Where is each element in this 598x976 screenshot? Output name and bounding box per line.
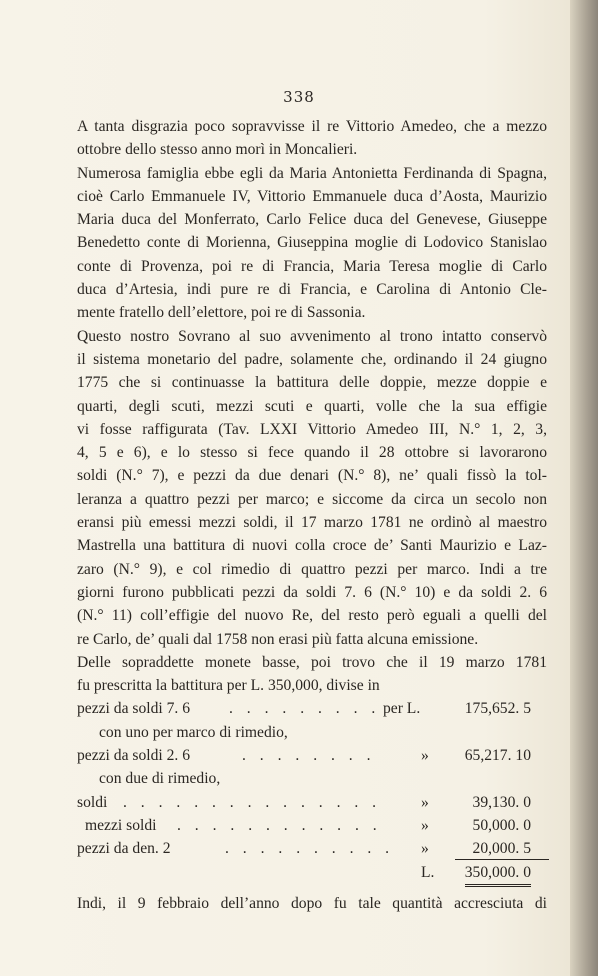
text-line: quarti, degli scuti, mezzi scuti e quarti, volle che la sua effigie	[77, 397, 547, 415]
row-label: pezzi da soldi 7. 6	[77, 700, 191, 718]
row-leader-dots: . . . . . . . . . .	[225, 840, 395, 858]
page-gutter-shadow	[570, 0, 598, 976]
row-label: pezzi da soldi 2. 6	[77, 747, 191, 765]
text-line: eransi più emessi mezzi soldi, il 17 marzo 1781 ne ordinò al maestro	[77, 514, 547, 532]
text-line: cioè Carlo Emmanuele IV, Vittorio Emmanuele duca d’Aosta, Maurizio	[77, 187, 547, 205]
row-label: con due di rimedio,	[99, 770, 221, 788]
text-line: mente fratello dell’elettore, poi re di Sassonia.	[77, 304, 366, 322]
table-row	[77, 744, 547, 767]
row-amount: 39,130. 0	[472, 793, 531, 811]
text-line: Maria duca del Monferrato, Carlo Felice duca del Genevese, Giuseppe	[77, 211, 547, 229]
row-currency: per L.	[383, 700, 421, 718]
table-row	[77, 837, 547, 860]
text-line: (N.° 11) coll’effigie del nuovo Re, del resto però eguali a quelli del	[77, 607, 547, 625]
row-amount: 175,652. 5	[464, 700, 531, 718]
text-line: Benedetto conte di Morienna, Giuseppina moglie di Lodovico Stanislao	[77, 234, 547, 252]
page-number: 338	[283, 88, 315, 106]
table-row	[77, 721, 547, 744]
row-label: pezzi da den. 2	[77, 840, 171, 858]
text-line: vi fosse raffigurata (Tav. LXXI Vittorio Amedeo III, N.° 1, 2, 3,	[77, 420, 547, 438]
text-line: Numerosa famiglia ebbe egli da Maria Antonietta Ferdinanda di Spagna,	[77, 164, 547, 182]
coinage-table	[77, 697, 547, 883]
text-line: Questo nostro Sovrano al suo avvenimento al trono intatto conservò	[77, 327, 547, 345]
text-line: soldi (N.° 7), e pezzi da due denari (N.° 8), ne’ quali fissò la tol-	[77, 467, 547, 485]
text-line: A tanta disgrazia poco sopravvisse il re Vittorio Amedeo, che a mezzo	[77, 118, 547, 135]
text-line: conte di Provenza, poi re di Francia, Maria Teresa moglie di Carlo	[77, 257, 547, 275]
text-line: il sistema monetario del padre, solamente che, ordinando il 24 giugno	[77, 350, 547, 368]
row-leader-dots: . . . . . . . . . . . .	[177, 816, 382, 834]
text-line: 4, 5 e 6), e lo stesso si fece quando il 28 ottobre si lavorarono	[77, 444, 547, 462]
row-leader-dots: . . . . . . . . . . . . . . .	[123, 793, 382, 811]
row-leader-dots: . . . . . . . . .	[229, 700, 381, 718]
text-line: duca d’Artesia, indi pure re di Francia, e Carolina di Antonio Cle-	[77, 281, 547, 299]
text-line: zaro (N.° 9), e col rimedio di quattro pezzi per marco. Indi a tre	[77, 560, 547, 578]
text-line: Delle sopraddette monete basse, poi trovo che il 19 marzo 1781	[77, 653, 547, 671]
text-line: Mastrella una battitura di nuovi colla croce de’ Santi Maurizio e Laz-	[77, 537, 547, 555]
total-currency: L.	[421, 863, 435, 881]
closing-line: Indi, il 9 febbraio dell’anno dopo fu tale quantità accresciuta di	[77, 894, 547, 912]
row-amount: 65,217. 10	[464, 747, 531, 765]
table-row	[77, 697, 547, 720]
row-currency: »	[421, 793, 429, 811]
row-currency: »	[421, 747, 429, 765]
row-label: con uno per marco di rimedio,	[99, 723, 288, 741]
row-currency: »	[421, 816, 429, 834]
row-currency: »	[421, 840, 429, 858]
body-text	[77, 115, 547, 915]
row-amount: 20,000. 5	[472, 840, 531, 858]
text-line: fu prescritta la battitura per L. 350,000, divise in	[77, 677, 380, 695]
table-total-row	[77, 861, 547, 884]
text-line: giorni furono pubblicati pezzi da soldi 7. 6 (N.° 10) e da soldi 2. 6	[77, 583, 547, 601]
row-label: mezzi soldi	[85, 816, 157, 834]
total-amount: 350,000. 0	[465, 861, 531, 887]
text-line: ottobre dello stesso anno morì in Moncalieri.	[77, 141, 358, 159]
row-label: soldi	[77, 793, 108, 811]
text-line: re Carlo, de’ quali dal 1758 non erasi più fatta alcuna emissione.	[77, 630, 479, 648]
table-row	[77, 814, 547, 837]
table-row	[77, 767, 547, 790]
text-line: 1775 che si continuasse la battitura delle doppie, mezze doppie e	[77, 374, 547, 392]
row-leader-dots: . . . . . . . .	[242, 747, 376, 765]
row-amount: 50,000. 0	[472, 816, 531, 834]
table-row	[77, 791, 547, 814]
text-line: leranza a quattro pezzi per marco; e siccome da circa un secolo non	[77, 490, 547, 508]
